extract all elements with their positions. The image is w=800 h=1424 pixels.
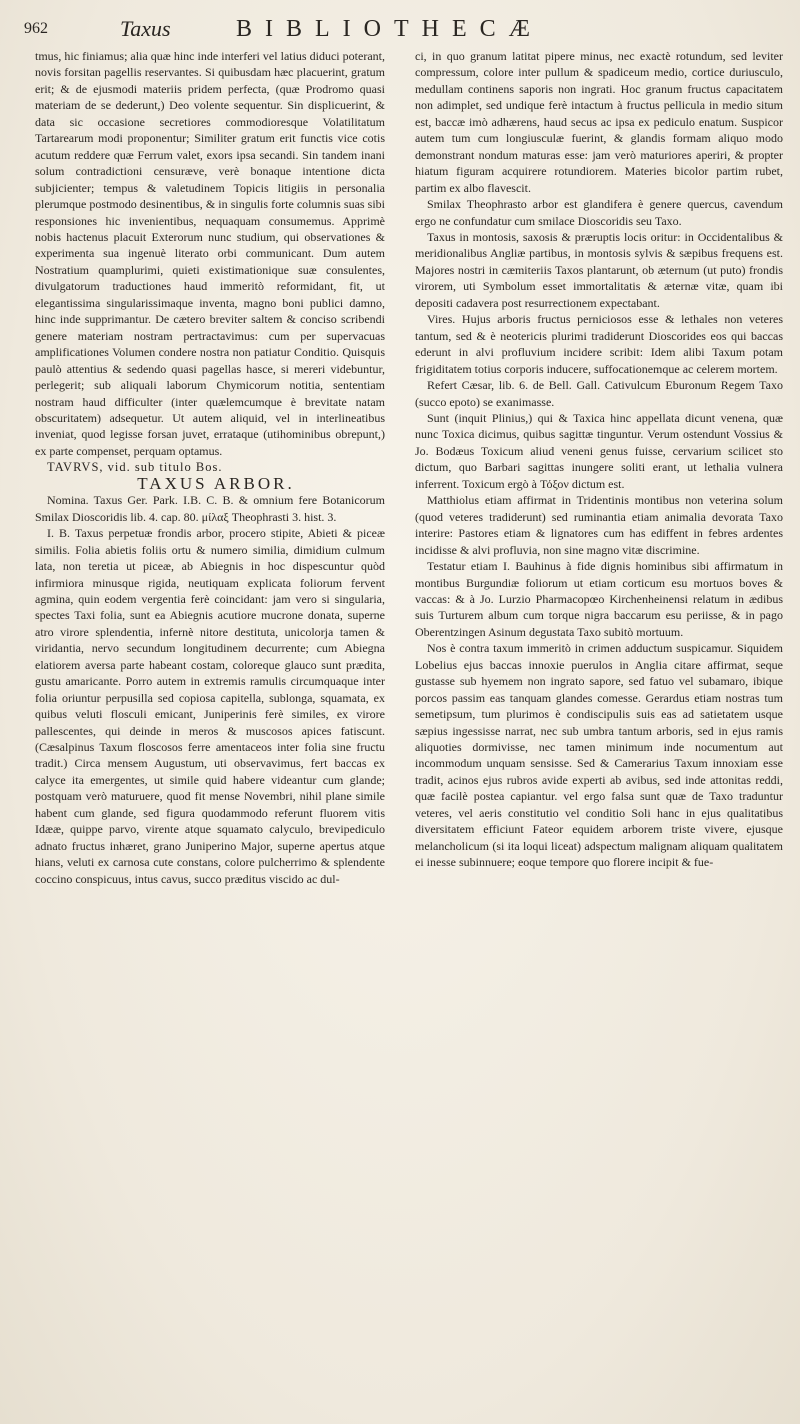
section-heading: TAXUS ARBOR. — [137, 473, 295, 493]
right-column — [415, 48, 783, 1410]
page-header — [24, 16, 794, 46]
cross-reference: TAVRVS, vid. sub titulo Bos. — [47, 460, 223, 475]
page-number: 962 — [24, 20, 48, 37]
book-title: BIBLIOTHECÆ — [236, 16, 543, 42]
paragraph: I. B. Taxus perpetuæ frondis arbor, procero stipite, Abieti & piceæ similis. Folia abietis foliis ortu & numero similia, dimidium culmum lata, non teretia ut piceæ, ab Abiegnis in hoc dispescuntur quòd infirmiora minusque rigida, neutiquam explicata foliorum fervent agmina, quin eodem vergentia ferè coincidant: jam vero si singularia, spectes Taxi folia, sunt ea Abiegnis acutiore mucrone donata, superne atro virore splendentia, infernè nitore destituta, unicolorja tamen & viridantia, nervo secundum longitudinem decurrente; cum Abiegna elatiorem aversa parte habeant costam, coloreque glauco sunt prædita, gustu amaricante. Porro autem in extremis ramulis circumquaque inter folia oriuntur perpusilla sed copiosa capitella, sublonga, squamata, ex quibus veluti flosculi emicant, Juniperinis ferè similes, ex virore pallescentes, qui deinde in meros & muscosos apices fatiscunt. (Cæsalpinus Taxum floscosos ferre amentaceos inter folia sine fructu tradit.) Circa mensem Augustum, uti observavimus, fert baccas ex calyce ita emergentes, ut simile quid habere videantur cum glande; postquam verò maturuere, quod fit mense Novembri, nihil plane simile habent cum glande, sed figura quodammodo referunt fluorem vitis Idææ, quippe parvo, virente atque squamato calyculo, brevipediculo adnato fructus inhæret, grano Juniperino Major, superne apertus atque hians, veluti ex carnosa cute constans, colore pulcherrimo & splendente coccino conspicuus, intus cavus, succo præditus viscido ac dul- — [35, 526, 385, 886]
paragraph: Testatur etiam I. Bauhinus à fide dignis hominibus sibi affirmatum in montibus Burgundiæ foliorum ut etiam corticum esu mortuos boves & vaccas: & à Jo. Lurzio Pharmacopœo Kirchenheinensi relatum in ædibus suis Turturem album cum torque nigra baccarum esu periisse, & in pago Oberentzingen Asinum degustata Taxo subitò mortuum. — [415, 559, 783, 639]
paragraph: Matthiolus etiam affirmat in Tridentinis montibus non veterina solum (quod veteres tradiderunt) sed ruminantia etiam animalia devorata Taxo interire: Pastores etiam & lignatores cum has ediffent in febres ardentes incidisse & alvi profluvia, non sine magno vitæ discrimine. — [415, 493, 783, 557]
running-head: Taxus — [120, 16, 171, 41]
paragraph: Smilax Theophrasto arbor est glandifera è genere quercus, cavendum ergo ne confundatur cum smilace Dioscoridis seu Taxo. — [415, 197, 783, 228]
paragraph: Vires. Hujus arboris fructus perniciosos esse & lethales non veteres tantum, sed & è neotericis plurimi tradiderunt Dioscorides eos qui baccas ederunt in alvi profluvium incidere scribit: Idem alibi Taxum potam frigiditatem totius corporis inducere, suffocationemque ac celerem mortem. — [415, 312, 783, 376]
paragraph: tmus, hic finiamus; alia quæ hinc inde interferi vel latius diduci poterant, novis forsitan pagellis reservantes. Si quibusdam hæc placuerint, gratum erit; & de ejusmodi materiis pridem perfecta, (quæ Prodromo quasi materiam de se dederunt,) Deo volente sequentur. Sin displicuerint, & data sic occasione secretiores commodioresque Volatilitatum Tartarearum modi proponentur; Similiter gratum erit functis vice cotis acutum reddere quæ Ferrum valet, exors ipsa secandi. Sin tandem inani solum contradictioni censuræve, verè bonaque intentione dicta subjicienter; tempus & valetudinem Topicis litigiis in personalia plerumque postmodo desinentibus, & in singulis forte columnis suas sibi responsiones hic invenientibus, nequaquam consumemus. Apprimè nobis hactenus placuit Exterorum nunc studium, qui observationes & experimenta sua ingenuè literato orbi communicant. Dum autem Nostratium quamplurimi, quieti existimationique suæ consulentes, divulgatorum traductiones haud immeritò reformidant, fit, ut elegantissima singularissimaque inventa, magno boni publici damno, hinc inde supprimantur. De cætero breviter saltem & conciso scribendi genere materiam nostram pertractavimus: cum per supervacuas amplificationes Volumen condere nostra non patiatur Conditio. Quisquis paulò attentius & sedendo quasi pagellas hasce, si mereri videbuntur, perlegerit; sub aliquali laborum Chymicorum notitia, sententiam nostram haud difficulter (inter quælemcumque è brevitate natam obscuritatem) adsequetur. Ut autem aliquid, vel in interlineatibus inveniat, quod legisse forsan juvet, errataque (utihominibus obrepunt,) ex parte compenset, perquam optamus. — [35, 49, 385, 458]
paragraph: Taxus in montosis, saxosis & præruptis locis oritur: in Occidentalibus & meridionalibus Angliæ partibus, in montosis sylvis & sæpibus frequens est. Majores nostri in cæmiteriis Taxos plantarunt, ob æternum (ut puto) frondis virorem, uti Symbolum esset immortalitatis & æternæ vitæ, quam ibi depositi cadavera post resurrectionem expectabant. — [415, 229, 783, 310]
paragraph: ci, in quo granum latitat pipere minus, nec exactè rotundum, sed leviter compressum, colore inter pullum & spadiceum medio, cortice duriusculo, medullam continens saporis non ingrati. Hoc granum fructus capacitatem non adimplet, sed undique ferè intactum à fructus pellicula in medio situm est, baccæ imò adhærens, haud secus ac ipsa ex pediculo enatum. Suspicor autem tum cum longiusculæ fuerint, & glandis formam aliquo modo demonstrant nondum maturas esse: jam verò maturiores aperiri, & propter hiatum figuram acquirere rotundiorem. Materies bicolor partim rubet, partim ex albo flavescit. — [415, 49, 783, 195]
paragraph: Refert Cæsar, lib. 6. de Bell. Gall. Cativulcum Eburonum Regem Taxo (succo epoto) se exanimasse. — [415, 378, 783, 409]
paragraph: Nomina. Taxus Ger. Park. I.B. C. B. & omnium fere Botanicorum Smilax Dioscoridis lib. 4. cap. 80. μίλαξ Theophrasti 3. hist. 3. — [35, 493, 385, 524]
paragraph: Sunt (inquit Plinius,) qui & Taxica hinc appellata dicunt venena, quæ nunc Toxica dicimus, quibus sagittæ tinguntur. Verum ostendunt Vossius & Jo. Bodæus Toxicum aliud veneni genus fuisse, cervarium scilicet sto dictum, quo Barbari sagittas inungere soliti erant, ut lethalia vulnera inferrent. Toxicum ergò à Τόξον dictum est. — [415, 410, 783, 491]
paragraph: Nos è contra taxum immeritò in crimen adductum suspicamur. Siquidem Lobelius ejus baccas innoxie puerulos in Anglia citare affirmat, seque gustasse sub hyemem non ingrato sapore, sed fatuo vel subamaro, ibique porcos passim eas tanquam glandes comesse. Gerardus etiam nostras tum semetipsum, tum plurimos è condiscipulis suis eas ad satietatem usque sæpius ingessisse narrat, nec sub umbra tantum arboris, sed in ejus ramis aliquoties dormivisse, nec tamen minimum inde nocumentum aut incommodum unquam sensisse. Sed & Camerarius Taxum innoxiam esse tradit, acinos ejus rubros avide experti ab avibus, sed inde attonitas reddi, quæ facilè postea capiantur. vel ergo falsa sunt quæ de Taxo traduntur veteres, vel aeris constitutio vel conditio Soli hanc in ejus qualitatibus diversitatem efficiunt Fateor equidem arborem triste vivere, ejusque melancholicum (si ita loqui liceat) adspectum malignam aliquam qualitatem ei inesse subinnuere; eoque tempore quo florere incipit & fue- — [415, 641, 783, 870]
left-column — [35, 48, 385, 1410]
